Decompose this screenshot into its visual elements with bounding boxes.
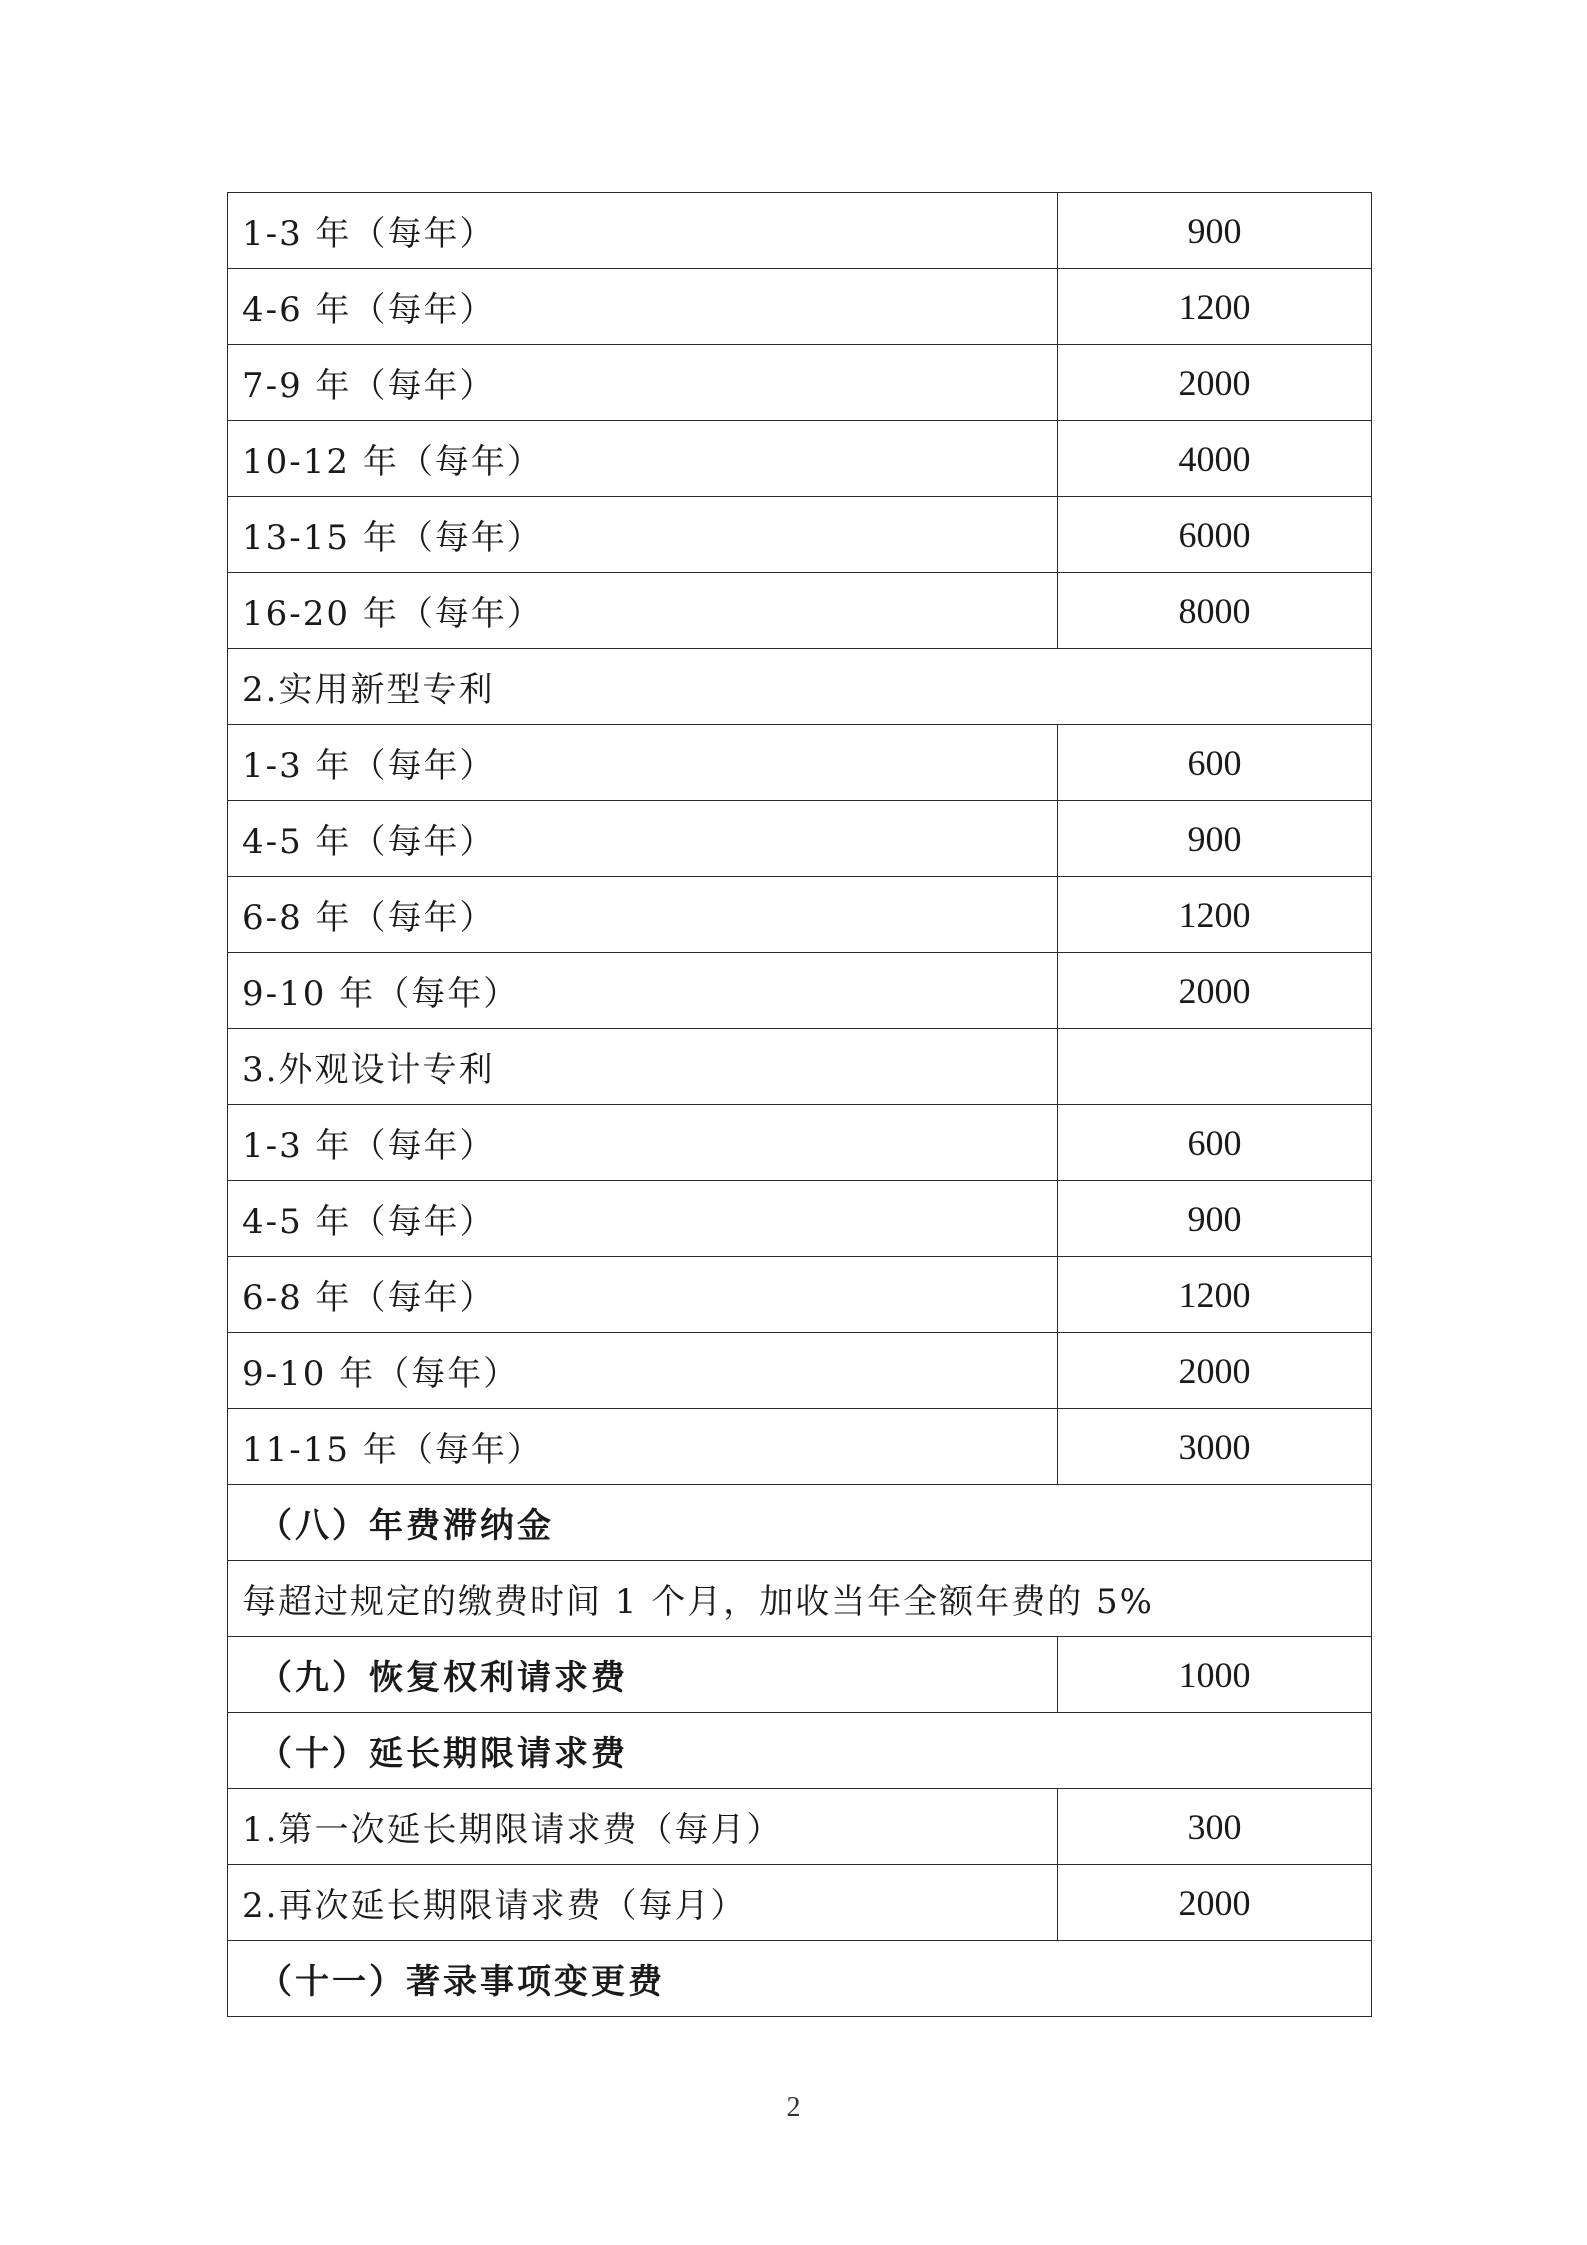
table-row-category: [228, 649, 1372, 725]
row-label: 9-10 年（每年）: [228, 1333, 1058, 1409]
section-heading: （十）延长期限请求费: [228, 1713, 1372, 1789]
row-amount: 600: [1058, 725, 1372, 801]
row-amount: 1200: [1058, 1257, 1372, 1333]
table-row: [228, 1789, 1372, 1865]
row-label: 6-8 年（每年）: [228, 1257, 1058, 1333]
table-row: [228, 1333, 1372, 1409]
page-number: 2: [786, 2092, 801, 2123]
table-row: [228, 725, 1372, 801]
table-row: [228, 1181, 1372, 1257]
table-row-section: [228, 1941, 1372, 2017]
fee-table: [227, 192, 1372, 2017]
table-row-section: [228, 1713, 1372, 1789]
row-amount: 3000: [1058, 1409, 1372, 1485]
table-row: [228, 345, 1372, 421]
row-amount: [1058, 1029, 1372, 1105]
row-label: 4-5 年（每年）: [228, 801, 1058, 877]
table-row: [228, 573, 1372, 649]
table-row: [228, 953, 1372, 1029]
row-label: 13-15 年（每年）: [228, 497, 1058, 573]
row-amount: 1000: [1058, 1637, 1372, 1713]
table-row-section: [228, 1485, 1372, 1561]
table-row: [228, 1257, 1372, 1333]
row-label: 1-3 年（每年）: [228, 1105, 1058, 1181]
row-amount: 1200: [1058, 877, 1372, 953]
late-fee-note: 每超过规定的缴费时间 1 个月，加收当年全额年费的 5%: [228, 1561, 1372, 1637]
table-row: [228, 1409, 1372, 1485]
row-label: 6-8 年（每年）: [228, 877, 1058, 953]
table-row: [228, 801, 1372, 877]
row-amount: 600: [1058, 1105, 1372, 1181]
row-label: 7-9 年（每年）: [228, 345, 1058, 421]
row-amount: 2000: [1058, 1333, 1372, 1409]
row-amount: 300: [1058, 1789, 1372, 1865]
row-amount: 4000: [1058, 421, 1372, 497]
row-label: 1-3 年（每年）: [228, 193, 1058, 269]
table-row-note: [228, 1561, 1372, 1637]
table-row-category: [228, 1029, 1372, 1105]
row-label: 11-15 年（每年）: [228, 1409, 1058, 1485]
table-row: [228, 497, 1372, 573]
table-row: [228, 1865, 1372, 1941]
row-amount: 2000: [1058, 345, 1372, 421]
row-amount: 900: [1058, 801, 1372, 877]
table-row: [228, 193, 1372, 269]
row-label: 4-5 年（每年）: [228, 1181, 1058, 1257]
row-amount: 900: [1058, 193, 1372, 269]
row-amount: 6000: [1058, 497, 1372, 573]
row-label: 9-10 年（每年）: [228, 953, 1058, 1029]
section-heading: （十一）著录事项变更费: [228, 1941, 1372, 2017]
row-amount: 2000: [1058, 1865, 1372, 1941]
table-row-section: [228, 1637, 1372, 1713]
row-label: 16-20 年（每年）: [228, 573, 1058, 649]
section-heading: （八）年费滞纳金: [228, 1485, 1372, 1561]
category-label: 2.实用新型专利: [228, 649, 1372, 725]
row-amount: 1200: [1058, 269, 1372, 345]
row-amount: 2000: [1058, 953, 1372, 1029]
section-heading: （九）恢复权利请求费: [228, 1637, 1058, 1713]
row-label: 1-3 年（每年）: [228, 725, 1058, 801]
row-label: 2.再次延长期限请求费（每月）: [228, 1865, 1058, 1941]
row-label: 10-12 年（每年）: [228, 421, 1058, 497]
row-amount: 900: [1058, 1181, 1372, 1257]
category-label: 3.外观设计专利: [228, 1029, 1058, 1105]
row-label: 4-6 年（每年）: [228, 269, 1058, 345]
table-row: [228, 269, 1372, 345]
table-row: [228, 421, 1372, 497]
table-row: [228, 1105, 1372, 1181]
table-row: [228, 877, 1372, 953]
row-amount: 8000: [1058, 573, 1372, 649]
row-label: 1.第一次延长期限请求费（每月）: [228, 1789, 1058, 1865]
